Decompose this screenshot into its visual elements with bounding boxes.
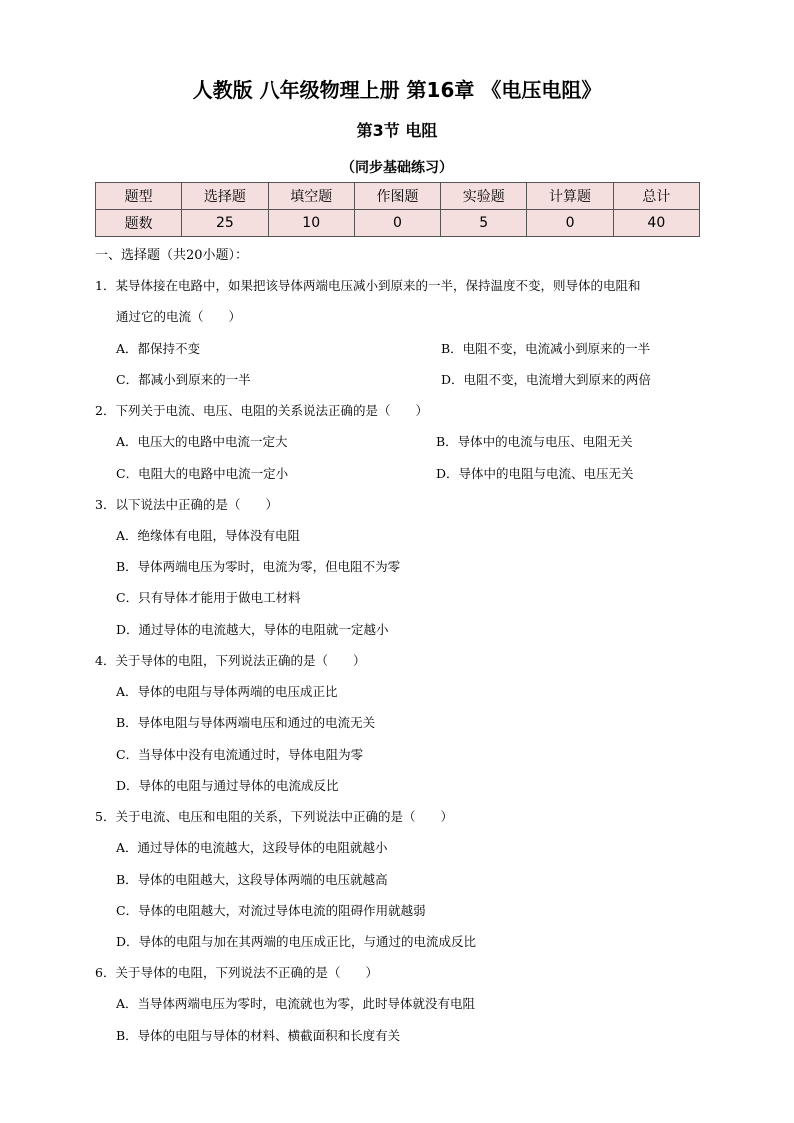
table-cell: 5	[441, 210, 527, 237]
question-3-stem: 3．以下说法中正确的是（ ）	[95, 497, 278, 512]
question-1-option-d: D．电阻不变，电流增大到原来的两倍	[441, 372, 652, 387]
table-row	[96, 183, 700, 210]
question-1-option-c: C．都减小到原来的一半	[116, 372, 251, 387]
subtitle: （同步基础练习）	[341, 160, 453, 176]
question-1-option-a: A．都保持不变	[116, 341, 201, 356]
table-cell: 25	[182, 210, 268, 237]
table-cell: 总计	[613, 183, 699, 210]
question-2-stem: 2．下列关于电流、电压、电阻的关系说法正确的是（ ）	[95, 403, 428, 418]
question-4-option-b: B．导体电阻与导体两端电压和通过的电流无关	[116, 715, 376, 730]
question-5-option-a: A．通过导体的电流越大，这段导体的电阻就越小	[116, 840, 388, 855]
table-cell: 0	[527, 210, 613, 237]
question-5-stem: 5．关于电流、电压和电阻的关系，下列说法中正确的是（ ）	[95, 809, 453, 824]
table-row	[96, 210, 700, 237]
table-cell: 选择题	[182, 183, 268, 210]
question-4-option-c: C．当导体中没有电流通过时，导体电阻为零	[116, 747, 364, 762]
table-cell: 题型	[96, 183, 182, 210]
question-2-option-c: C．电阻大的电路中电流一定小	[116, 466, 289, 481]
question-6-option-a: A．当导体两端电压为零时，电流就也为零，此时导体就没有电阻	[116, 996, 476, 1011]
question-3-option-d: D．通过导体的电流越大，导体的电阻就一定越小	[116, 622, 389, 637]
table-cell: 10	[268, 210, 354, 237]
question-6-option-b: B．导体的电阻与导体的材料、横截面积和长度有关	[116, 1028, 401, 1043]
section-title: 第3节 电阻	[356, 121, 438, 140]
question-1-stem: 1．某导体接在电路中，如果把该导体两端电压减小到原来的一半，保持温度不变，则导体的电阻和	[95, 278, 641, 293]
question-4-stem: 4．关于导体的电阻，下列说法正确的是（ ）	[95, 653, 366, 668]
question-summary-table	[95, 182, 700, 237]
table-cell: 实验题	[441, 183, 527, 210]
question-2-option-d: D．导体中的电阻与电流、电压无关	[436, 466, 634, 481]
question-2-option-a: A．电压大的电路中电流一定大	[116, 434, 288, 449]
question-4-option-d: D．导体的电阻与通过导体的电流成反比	[116, 778, 339, 793]
table-cell: 填空题	[268, 183, 354, 210]
question-1-stem-cont: 通过它的电流（ ）	[116, 309, 242, 324]
question-5-option-b: B．导体的电阻越大，这段导体两端的电压就越高	[116, 872, 388, 887]
table-cell: 题数	[96, 210, 182, 237]
question-6-stem: 6．关于导体的电阻，下列说法不正确的是（ ）	[95, 965, 378, 980]
question-4-option-a: A．导体的电阻与导体两端的电压成正比	[116, 684, 338, 699]
table-cell: 40	[613, 210, 699, 237]
page-title: 人教版 八年级物理上册 第16章 《电压电阻》	[192, 78, 602, 102]
question-3-option-b: B．导体两端电压为零时，电流为零，但电阻不为零	[116, 559, 401, 574]
table-cell: 作图题	[354, 183, 440, 210]
part-heading: 一、选择题（共20小题）：	[95, 248, 249, 263]
table-cell: 计算题	[527, 183, 613, 210]
question-2-option-b: B．导体中的电流与电压、电阻无关	[436, 434, 633, 449]
question-5-option-c: C．导体的电阻越大，对流过导体电流的阻碍作用就越弱	[116, 903, 426, 918]
question-3-option-a: A．绝缘体有电阻，导体没有电阻	[116, 528, 301, 543]
question-1-option-b: B．电阻不变，电流减小到原来的一半	[441, 341, 651, 356]
question-5-option-d: D．导体的电阻与加在其两端的电压成正比，与通过的电流成反比	[116, 934, 477, 949]
question-3-option-c: C．只有导体才能用于做电工材料	[116, 590, 301, 605]
table-cell: 0	[354, 210, 440, 237]
